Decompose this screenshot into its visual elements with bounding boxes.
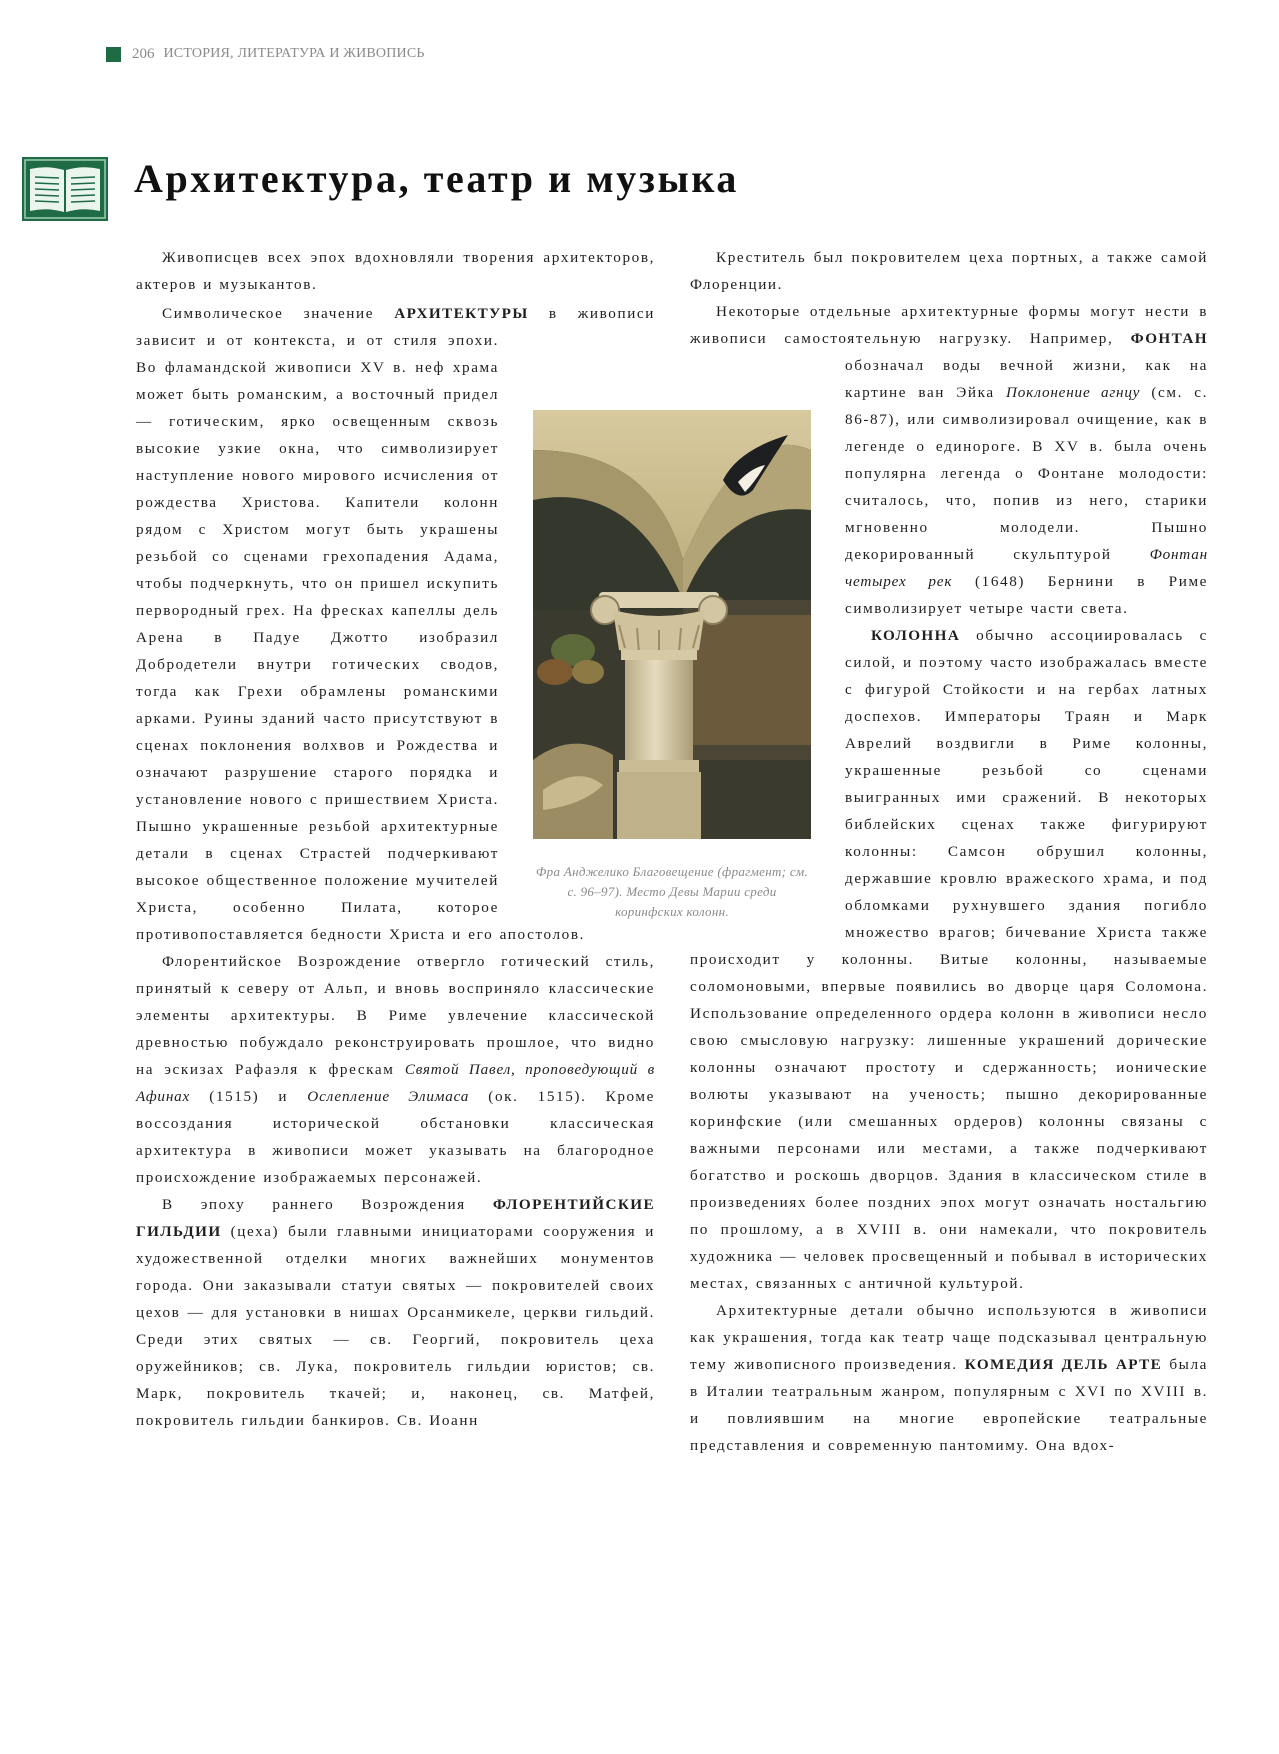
page-number: 206: [132, 45, 155, 62]
term-architecture: АРХИТЕКТУРЫ: [394, 305, 529, 322]
green-square-icon: [106, 47, 121, 62]
running-header: [106, 44, 425, 64]
work-title: Святой Павел, проповедующий в Афинах: [136, 1061, 655, 1105]
paragraph: Некоторые отдельные архитектурные формы могут нести в живописи самостоятельную нагрузку. Например, ФОНТАН обозначал воды вечной жизни, как на картине ван Эйка Поклонение агнцу (см. с. 86-87), или символизировал очищение, как в легенде о единороге. В XV в. была очень популярна легенда о Фонтане молодости: считалось, что, попив из него, старики мгновенно молодели. Пышно декорированный скульптурой Фонтан четырех рек (1648) Бернини в Риме символизирует четыре части света.: [690, 298, 1208, 622]
page-title: Архитектура, театр и музыка: [134, 156, 739, 201]
paragraph: Живописцев всех эпох вдохновляли творения архитекторов, актеров и музыкантов.: [136, 249, 655, 293]
work-title: Ослепление Элимаса: [307, 1088, 470, 1105]
work-title: Поклонение агнцу: [1005, 384, 1141, 401]
paragraph: Флорентийское Возрождение отвергло готический стиль, принятый к северу от Альп, и вновь восприняло классические элементы архитектуры. В Риме увлечение классической древностью побуждало реконструировать прошлое, что видно на эскизах Рафаэля к фрескам Святой Павел, проповедующий в Афинах (1515) и Ослепление Элимаса (ок. 1515). Кроме воссоздания исторической обстановки классическая архитектура в живописи может указывать на благородное происхождение изображаемых персонажей.: [136, 953, 655, 1186]
painting-illustration: [533, 410, 811, 839]
paragraph: КОЛОННА обычно ассоциировалась с силой, и поэтому часто изображалась вместе с фигурой Стойкости и на гербах латных доспехов. Императоры Траян и Марк Аврелий воздвигли в Риме колонны, украшенные резьбой со сценами выигранных ими сражений. В некоторых библейских сценах также фигурируют колонны: Самсон обрушил колонны, державшие кровлю вражеского храма, и под обломками рухнувшего здания погибло множество врагов; бичевание Христа также происходит у колонны. Витые колонны, называемые соломоновыми, впервые появились во дворце царя Соломона. Использование определенного ордера колонн в живописи несло свою смысловую нагрузку: лишенные украшений дорические колонны означают простоту и сдержанность; ионические волюты указывают на ученость; пышно декорированные коринфские (или смешанных ордеров) колонны связаны с важными персонами или местами, а также подчеркивают богатство и роскошь дворцов. Здания в классическом стиле в произведениях более поздних эпох могут означать ностальгию по прошлому, а в XVIII в. они намекали, что покровитель художника — человек просвещенный и побывал в исторических местах, связанных с античной культурой.: [690, 627, 1208, 1292]
work-title: Фонтан четырех рек: [845, 546, 1208, 590]
figure-caption: Фра Анджелико Благовещение (фрагмент; см. с. 96–97). Место Девы Марии среди коринфских колонн.: [535, 864, 809, 919]
term-column: КОЛОННА: [871, 627, 961, 644]
painting-image: [533, 410, 811, 839]
paragraph: Архитектурные детали обычно используются в живописи как украшения, тогда как театр чаще подсказывал центральную тему живописного произведения. КОМЕДИЯ ДЕЛЬ АРТЕ была в Италии театральным жанром, популярным с XVI по XVIII в. и повлиявшим на многие европейские театральные представления и современную пантомиму. Она вдох-: [690, 1302, 1208, 1454]
term-commedia-dellarte: КОМЕДИЯ ДЕЛЬ АРТЕ: [964, 1356, 1163, 1373]
paragraph: В эпоху раннего Возрождения ФЛОРЕНТИЙСКИЕ ГИЛЬДИИ (цеха) были главными инициаторами сооружения и художественной отделки многих важнейших монументов города. Они заказывали статуи святых — покровителей своих цехов — для установки в нишах Орсанмикеле, церкви гильдий. Среди этих святых — св. Георгий, покровитель цеха оружейников; св. Лука, покровитель гильдии юристов; св. Марк, покровитель ткачей; и, наконец, св. Матфей, покровитель гильдии банкиров. Св. Иоанн: [136, 1196, 655, 1429]
term-florentine-guilds: ФЛОРЕНТИЙСКИЕ ГИЛЬДИИ: [136, 1196, 655, 1240]
paragraph: Символическое значение АРХИТЕКТУРЫ в живописи зависит и от контекста, и от стиля эпохи. Во фламандской живописи XV в. неф храма может быть романским, а восточный придел — готическим, ярко освещенным сквозь высокие узкие окна, что символизирует наступление нового мирового исчисления от рождества Христова. Капители колонн рядом с Христом могут быть украшены резьбой со сценами грехопадения Адама, чтобы подчеркнуть, что он пришел искупить первородный грех. На фресках капеллы дель Арена в Падуе Джотто изобразил Добродетели внутри готических сводов, тогда как Грехи обрамлены романскими арками. Руины зданий часто присутствуют в сценах поклонения волхвов и Рождества и означают разрушение старого порядка и установление нового с пришествием Христа. Пышно украшенные резьбой архитектурные детали в сценах Страстей подчеркивают высокое общественное положение мучителей Христа, особенно Пилата, которое противопоставляется бедности Христа и его апостолов.: [136, 305, 655, 943]
term-fountain: ФОНТАН: [1130, 330, 1208, 347]
paragraph: Креститель был покровителем цеха портных, а также самой Флоренции.: [690, 249, 1208, 293]
section-title: ИСТОРИЯ, ЛИТЕРАТУРА И ЖИВОПИСЬ: [163, 46, 425, 61]
open-book-icon: [22, 157, 108, 221]
